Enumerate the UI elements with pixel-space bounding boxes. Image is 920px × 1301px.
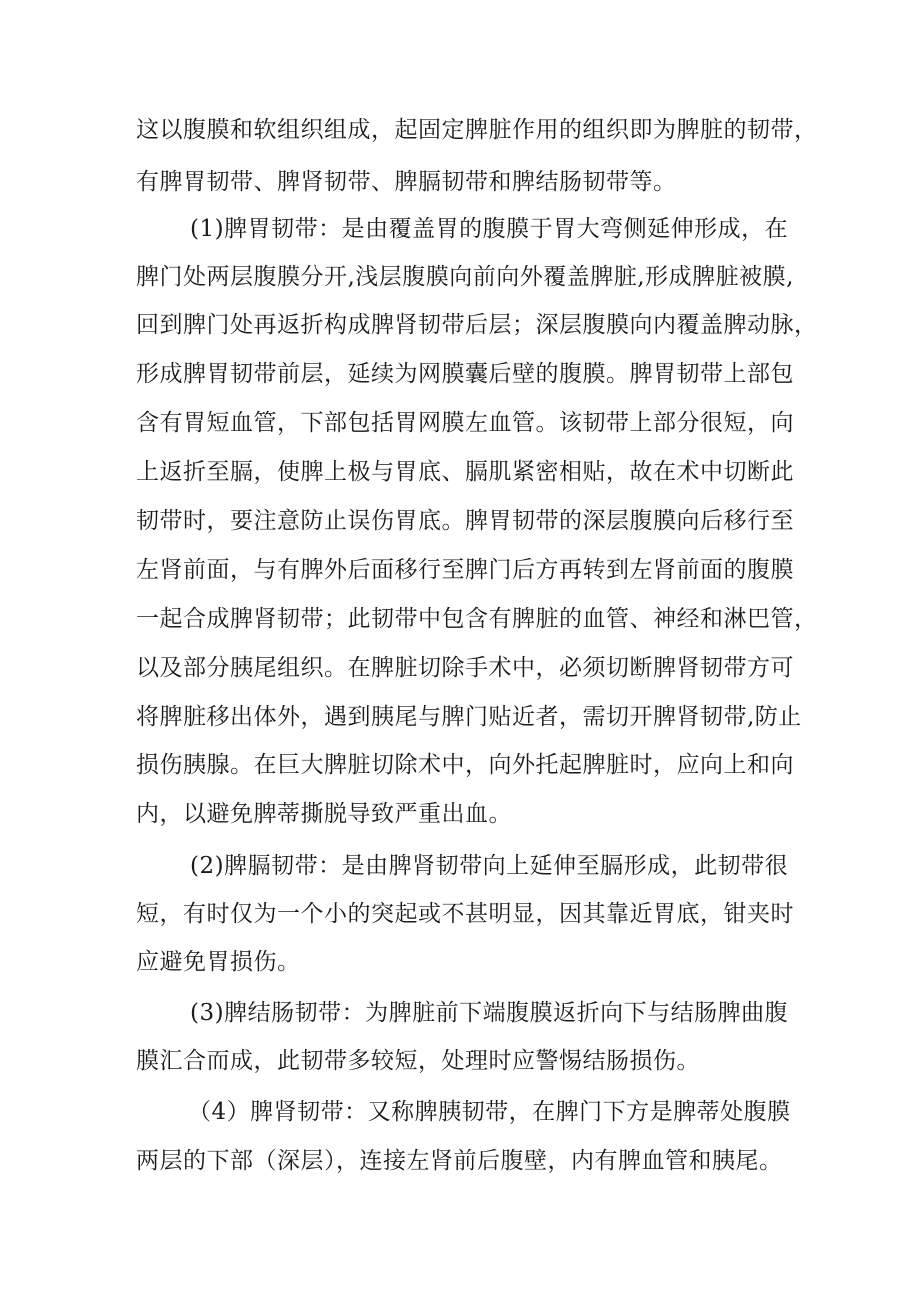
- paragraph-3-line-1: (2)脾膈韧带：是由脾肾韧带向上延伸至膈形成，此韧带很: [190, 853, 789, 879]
- paragraph-2-line-5: 含有胃短血管，下部包括胃网膜左血管。该韧带上部分很短，向: [136, 410, 794, 436]
- paragraph-2-line-13: 内，以避免脾蒂撕脱导致严重出血。: [136, 801, 512, 827]
- paragraph-1-line-2: 有脾胃韧带、脾肾韧带、脾膈韧带和脾结肠韧带等。: [136, 169, 677, 195]
- paragraph-2-line-8: 左肾前面，与有脾外后面移行至脾门后方再转到左肾前面的腹膜: [136, 557, 794, 583]
- paragraph-2-line-6: 上返折至膈，使脾上极与胃底、膈肌紧密相贴，故在术中切断此: [136, 459, 794, 485]
- paragraph-4-line-2: 膜汇合而成，此韧带多较短，处理时应警惕结肠损伤。: [136, 1048, 700, 1074]
- paragraph-3-line-2: 短，有时仅为一个小的突起或不甚明显，因其靠近胃底，钳夹时: [136, 901, 794, 927]
- paragraph-2-line-12: 损伤胰腺。在巨大脾脏切除术中，向外托起脾脏时，应向上和向: [136, 752, 794, 778]
- paragraph-2-line-2: 脾门处两层腹膜分开,浅层腹膜向前向外覆盖脾脏,形成脾脏被膜,: [136, 264, 794, 290]
- paragraph-3-line-3: 应避免胃损伤。: [136, 949, 301, 975]
- paragraph-2-line-4: 形成脾胃韧带前层，延续为网膜囊后壁的腹膜。脾胃韧带上部包: [136, 361, 794, 387]
- paragraph-2-line-1: (1)脾胃韧带：是由覆盖胃的腹膜于胃大弯侧延伸形成，在: [190, 216, 789, 242]
- paragraph-5-line-1: （4）脾肾韧带：又称脾胰韧带，在脾门下方是脾蒂处腹膜: [188, 1099, 791, 1125]
- paragraph-1-line-1: 这以腹膜和软组织组成，起固定脾脏作用的组织即为脾脏的韧带，: [136, 117, 818, 143]
- paragraph-2-line-9: 一起合成脾肾韧带；此韧带中包含有脾脏的血管、神经和淋巴管，: [136, 606, 818, 632]
- paragraph-2-line-7: 韧带时，要注意防止误伤胃底。脾胃韧带的深层腹膜向后移行至: [136, 508, 794, 534]
- paragraph-2-line-11: 将脾脏移出体外，遇到胰尾与脾门贴近者，需切开脾肾韧带,防止: [136, 704, 802, 730]
- paragraph-2-line-10: 以及部分胰尾组织。在脾脏切除手术中，必须切断脾肾韧带方可: [136, 655, 794, 681]
- paragraph-4-line-1: (3)脾结肠韧带：为脾脏前下端腹膜返折向下与结肠脾曲腹: [190, 1000, 789, 1026]
- paragraph-2-line-3: 回到脾门处再返折构成脾肾韧带后层；深层腹膜向内覆盖脾动脉，: [136, 312, 818, 338]
- paragraph-5-line-2: 两层的下部（深层），连接左肾前后腹壁，内有脾血管和胰尾。: [136, 1148, 783, 1174]
